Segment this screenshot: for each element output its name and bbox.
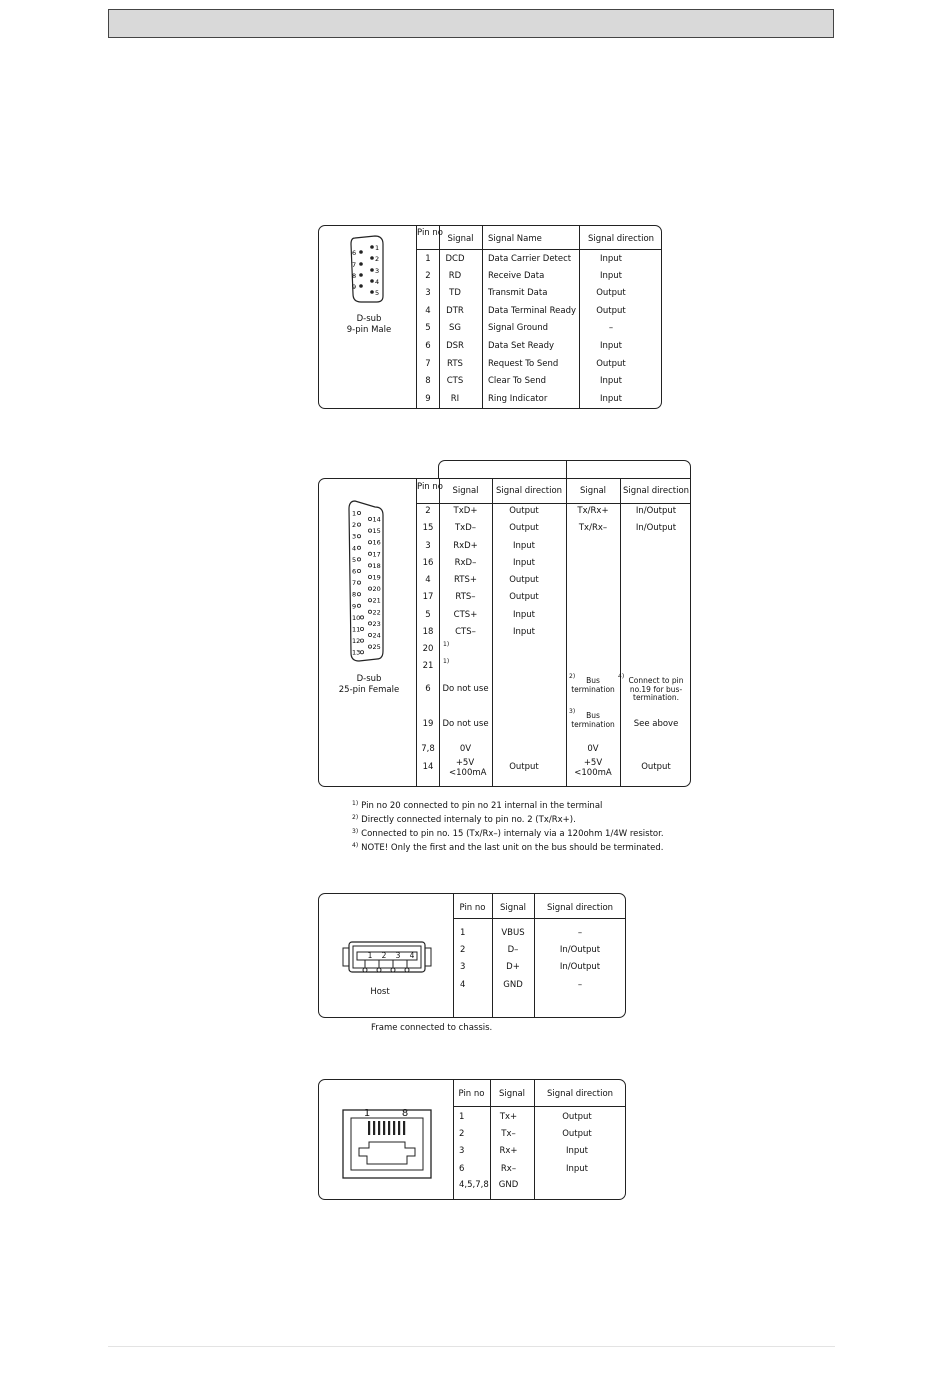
db9-pin-no: 1 (425, 254, 431, 264)
page-footer-rule (108, 1346, 835, 1347)
db9-signal-direction: Input (599, 271, 622, 281)
db25-pin-dot (357, 604, 360, 607)
db25-pin-dot (368, 622, 371, 625)
rj45-connector-icon (341, 1108, 433, 1180)
db25-signal: CTS+ (453, 610, 478, 620)
footnote-text: Pin no 20 connected to pin no 21 internal in the terminal (361, 801, 603, 811)
db25-pin-no: 14 (422, 762, 434, 772)
db25-pin-no: 3 (425, 541, 431, 551)
usb-signal: D– (507, 945, 519, 955)
db25-pin-label: 2 (352, 521, 357, 530)
db25-signal: RxD– (454, 558, 477, 568)
db25-signal-direction-2: In/Output (635, 523, 677, 533)
db25-signal-2: 0V (587, 744, 599, 754)
footnote-mark: 2) (352, 814, 359, 821)
db25-footnote-ref: 1) (443, 641, 450, 648)
db25-signal-2: Bus termination (571, 711, 615, 729)
db9-pin-no: 4 (425, 306, 431, 316)
usb-signal-direction: – (577, 928, 583, 938)
usb-header-signal: Signal (499, 903, 527, 913)
db25-pin-label: 12 (352, 637, 361, 646)
db25-pin-dot (368, 529, 371, 532)
db25-signal-direction: Input (512, 610, 535, 620)
db9-signal-direction: Input (599, 376, 622, 386)
db9-pinout-table (318, 225, 662, 409)
db25-header-signal-direction: Signal direction (495, 486, 563, 496)
db9-signal-direction: Input (599, 254, 622, 264)
db25-pin-label: 11 (352, 625, 361, 634)
db25-pin-dot (368, 610, 371, 613)
db25-pin-dot (368, 564, 371, 567)
db25-pin-no: 16 (422, 558, 434, 568)
db9-pin-no: 7 (425, 359, 431, 369)
db25-pin-label: 7 (352, 579, 357, 588)
db25-signal: RTS– (455, 592, 476, 602)
db25-pin-dot (360, 616, 363, 619)
db25-pin-no: 19 (422, 719, 434, 729)
db25-footnote (352, 799, 602, 811)
rj45-pin-no: 4,5,7,8 (459, 1180, 489, 1190)
db25-pin-label: 5 (352, 555, 357, 564)
db9-signal: RTS (447, 359, 463, 369)
rj45-pin-no: 3 (459, 1146, 465, 1156)
usb-header-pin-no: Pin no (459, 903, 486, 913)
db9-signal: DSR (446, 341, 464, 351)
db25-signal-2: +5V <100mA (574, 758, 612, 778)
db25-pin-label: 16 (372, 538, 381, 547)
db25-pin-no: 17 (422, 592, 434, 602)
db25-pin-no: 15 (422, 523, 434, 533)
usb-pin-label: 2 (381, 951, 387, 960)
db25-pin-dot (360, 651, 363, 654)
usb-pin-no: 4 (460, 980, 466, 990)
db25-pin-dot (357, 581, 360, 584)
db9-signal-name: Transmit Data (488, 288, 548, 298)
db25-pin-label: 25 (372, 643, 381, 652)
db9-signal-direction: Output (596, 288, 626, 298)
footnote-mark: 3) (352, 828, 359, 835)
db9-pin-no: 3 (425, 288, 431, 298)
db9-signal: TD (449, 288, 461, 298)
db9-pin-dot (370, 245, 374, 249)
db9-signal-name: Data Set Ready (488, 341, 555, 351)
db25-footnote-ref: 3) (569, 708, 576, 715)
usb-signal: VBUS (501, 928, 525, 938)
db25-signal-2: Tx/Rx– (578, 523, 608, 533)
db9-signal-direction: Output (596, 359, 626, 369)
db9-pin-no: 5 (425, 323, 431, 333)
db25-pin-label: 20 (372, 585, 381, 594)
db25-pin-dot (368, 645, 371, 648)
db25-pin-label: 14 (372, 515, 381, 524)
db25-pin-dot (360, 627, 363, 630)
rj45-signal-direction: Input (565, 1164, 588, 1174)
db25-footnote-ref: 1) (443, 658, 450, 665)
rj45-signal-direction: Input (565, 1146, 588, 1156)
db9-pin-dot (359, 273, 363, 277)
db9-signal: DCD (445, 254, 465, 264)
rj45-signal: Rx– (500, 1164, 517, 1174)
db25-pin-label: 8 (352, 590, 357, 599)
db25-pin-dot (357, 558, 360, 561)
db25-pin-label: 13 (352, 648, 361, 657)
db9-pin-no: 6 (425, 341, 431, 351)
rj45-pin-no: 6 (459, 1164, 465, 1174)
db9-signal-name: Data Terminal Ready (488, 306, 577, 316)
db25-signal-direction: Output (509, 575, 539, 585)
db9-signal-name: Clear To Send (488, 376, 546, 386)
rj45-signal-direction: Output (562, 1129, 592, 1139)
db9-pin-dot (359, 250, 363, 254)
db25-signal: 0V (459, 744, 472, 754)
db25-pin-dot (368, 599, 371, 602)
db9-signal-direction: Input (599, 341, 622, 351)
db25-pin-label: 9 (352, 602, 357, 611)
db25-signal: +5V <100mA (449, 758, 487, 778)
usb-signal-direction: In/Output (559, 962, 601, 972)
db25-signal-2: Tx/Rx+ (577, 506, 609, 516)
db25-pin-dot (357, 569, 360, 572)
db25-signal-direction-2: In/Output (635, 506, 677, 516)
db25-pin-dot (357, 593, 360, 596)
db9-pin-label: 3 (375, 267, 380, 275)
db9-header-signal-direction: Signal direction (587, 234, 655, 244)
db25-pin-dot (368, 633, 371, 636)
db9-pin-dot (370, 268, 374, 272)
db25-signal-direction: Output (509, 762, 539, 772)
db9-connector-pins: 9-pin Male (346, 324, 392, 335)
db25-footnote-ref: 4) (618, 673, 625, 680)
db25-pin-dot (368, 517, 371, 520)
usb-frame-note: Frame connected to chassis. (371, 1023, 493, 1033)
db25-pin-label: 4 (352, 544, 357, 553)
db9-connector-icon (347, 234, 387, 306)
db25-pin-dot (357, 546, 360, 549)
db9-signal: RD (448, 271, 462, 281)
db25-header-pin-no: Pin no (417, 482, 443, 492)
usb-pin-label: 3 (395, 951, 401, 960)
usb-signal-direction: In/Output (559, 945, 601, 955)
db25-pin-label: 15 (372, 527, 381, 536)
db25-connector-type: D-sub (356, 674, 382, 684)
db9-signal-name: Signal Ground (488, 323, 549, 333)
db25-pin-dot (368, 541, 371, 544)
db25-signal-direction-2: Connect to pin no.19 for bus-termination. (628, 676, 684, 702)
rj45-pin-no: 1 (459, 1112, 465, 1122)
db25-pin-label: 1 (352, 509, 357, 518)
db9-signal: SG (449, 323, 461, 333)
db25-footnote-ref: 2) (569, 673, 576, 680)
db25-pin-dot (368, 552, 371, 555)
db9-pin-dot (370, 256, 374, 260)
db25-pin-label: 19 (372, 573, 381, 582)
footnote-text: Connected to pin no. 15 (Tx/Rx–) internaly via a 120ohm 1/4W resistor. (361, 829, 664, 839)
db25-pin-no: 21 (422, 661, 434, 671)
db25-pin-dot (357, 535, 360, 538)
rj45-pin-label-last: 8 (401, 1108, 409, 1119)
db25-pin-label: 3 (352, 532, 357, 541)
db9-pin-dot (359, 284, 363, 288)
db9-pin-dot (359, 262, 363, 266)
db9-pin-no: 2 (425, 271, 431, 281)
footnote-text: Directly connected internaly to pin no. 2 (Tx/Rx+). (361, 815, 576, 825)
usb-pin-no: 1 (460, 928, 466, 938)
db25-pin-no: 2 (425, 506, 431, 516)
db25-signal: CTS– (455, 627, 476, 637)
db25-pin-label: 18 (372, 561, 381, 570)
rj45-header-signal: Signal (498, 1089, 526, 1099)
footnote-text: NOTE! Only the first and the last unit on the bus should be terminated. (361, 843, 664, 853)
db25-header-signal-direction-2: Signal direction (622, 486, 690, 496)
db25-signal: RxD+ (453, 541, 478, 551)
db25-connector-icon (347, 499, 387, 667)
db25-pin-label: 24 (372, 631, 381, 640)
db9-pin-dot (370, 290, 374, 294)
rj45-pin-label-first: 1 (363, 1108, 371, 1119)
db9-signal-name: Data Carrier Detect (488, 254, 572, 264)
db9-pin-label: 5 (375, 289, 380, 297)
db9-signal-name: Request To Send (488, 359, 559, 369)
db25-footnote (352, 841, 663, 853)
db25-pin-dot (360, 639, 363, 642)
db25-signal: Do not use (442, 719, 489, 729)
db25-signal-direction: Output (509, 506, 539, 516)
db25-pin-dot (357, 511, 360, 514)
db25-signal-direction-2: See above (633, 719, 679, 729)
rj45-pin-no: 2 (459, 1129, 465, 1139)
db25-pinout-table (318, 478, 691, 787)
usb-header-signal-direction: Signal direction (546, 903, 614, 913)
db9-signal-name: Ring Indicator (488, 394, 548, 404)
db25-signal: RTS+ (454, 575, 477, 585)
usb-signal: GND (503, 980, 523, 990)
footnote-mark: 1) (352, 800, 359, 807)
db25-signal: TxD+ (453, 506, 478, 516)
rj45-pinout-table (318, 1079, 626, 1200)
db25-signal-direction: Input (512, 627, 535, 637)
db9-signal-direction: – (608, 323, 614, 333)
rj45-signal: Rx+ (499, 1146, 518, 1156)
db9-pin-dot (370, 279, 374, 283)
db25-pin-label: 21 (372, 596, 381, 605)
rj45-signal: GND (498, 1180, 519, 1190)
db25-header-signal-2: Signal (579, 486, 607, 496)
usb-pinout-table (318, 893, 626, 1018)
db9-header-signal-name: Signal Name (488, 234, 542, 244)
db25-signal: Do not use (442, 684, 489, 694)
db9-pin-label: 1 (375, 244, 380, 252)
db9-pin-no: 9 (425, 394, 431, 404)
db9-pin-label: 2 (375, 255, 380, 263)
rj45-signal-direction: Output (562, 1112, 592, 1122)
db25-connector-pins: 25-pin Female (338, 684, 400, 695)
db25-pin-no: 4 (425, 575, 431, 585)
usb-signal-direction: – (577, 980, 583, 990)
db9-pin-label: 6 (352, 249, 357, 257)
db25-signal: TxD– (454, 523, 477, 533)
usb-pin-no: 3 (460, 962, 466, 972)
db25-footnote (352, 827, 664, 839)
db25-pin-label: 23 (372, 619, 381, 628)
db25-signal-2: Bus termination (571, 676, 615, 694)
db9-pin-label: 9 (352, 283, 357, 291)
rj45-signal: Tx+ (499, 1112, 518, 1122)
rj45-signal: Tx– (501, 1129, 516, 1139)
db9-pin-label: 7 (352, 261, 357, 269)
db9-signal-direction: Output (596, 306, 626, 316)
db25-signal-direction: Output (509, 592, 539, 602)
rj45-header-pin-no: Pin no (458, 1089, 485, 1099)
db9-signal: CTS (446, 376, 464, 386)
db25-pin-no: 20 (422, 644, 434, 654)
db9-signal: DTR (446, 306, 464, 316)
db25-pin-no: 18 (422, 627, 434, 637)
footnote-mark: 4) (352, 842, 359, 849)
db25-signal-direction-2: Output (641, 762, 671, 772)
db25-pin-label: 17 (372, 550, 381, 559)
db9-connector-type: D-sub (356, 314, 382, 324)
db9-signal-direction: Input (599, 394, 622, 404)
db25-pin-label: 10 (352, 613, 361, 622)
usb-pin-no: 2 (460, 945, 466, 955)
rj45-header-signal-direction: Signal direction (546, 1089, 614, 1099)
db25-pin-dot (368, 587, 371, 590)
usb-pin-label: 4 (409, 951, 415, 960)
db25-signal-direction: Input (512, 541, 535, 551)
db9-pin-label: 8 (352, 272, 357, 280)
db9-pin-no: 8 (425, 376, 431, 386)
db9-pin-label: 4 (375, 278, 380, 286)
db25-signal-direction: Input (512, 558, 535, 568)
usb-signal: D+ (506, 962, 520, 972)
db9-signal: RI (450, 394, 460, 404)
db9-header-signal: Signal (447, 234, 474, 244)
db25-pin-no: 6 (425, 684, 431, 694)
db25-signal-direction: Output (509, 523, 539, 533)
usb-connector-label: Host (370, 987, 390, 997)
db25-pin-no: 5 (425, 610, 431, 620)
db25-pin-label: 22 (372, 608, 381, 617)
db9-header-pin-no: Pin no (417, 228, 443, 238)
usb-pin-label: 1 (367, 951, 373, 960)
page-header-bar (108, 9, 834, 38)
db9-signal-name: Receive Data (488, 271, 545, 281)
db25-pin-label: 6 (352, 567, 357, 576)
db25-pin-dot (368, 575, 371, 578)
db25-header-signal: Signal (452, 486, 479, 496)
db25-footnote (352, 813, 576, 825)
db25-pin-dot (357, 523, 360, 526)
db25-pin-no: 7,8 (421, 744, 435, 754)
